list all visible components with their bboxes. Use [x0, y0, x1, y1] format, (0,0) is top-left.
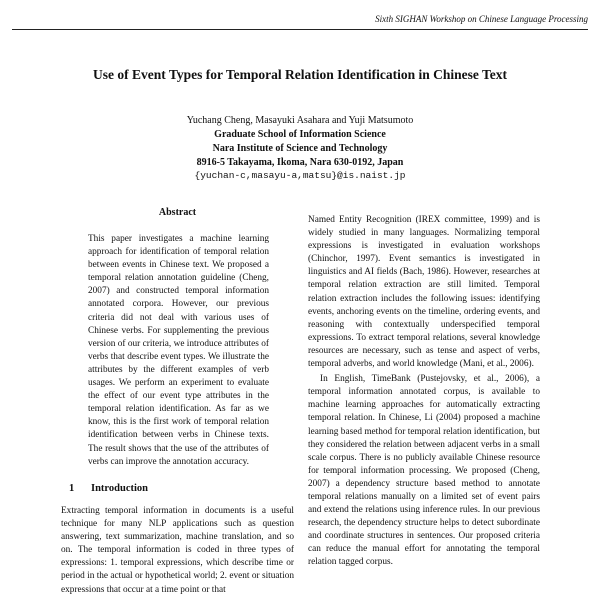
affiliation-line: Graduate School of Information Science [214, 129, 386, 140]
header-rule [12, 29, 588, 30]
paragraph: In English, TimeBank (Pustejovsky, et al., 2006), a temporal information annotated corpus, is available to machine learning approaches for automatically extracting temporal relation. In Chinese, Li (2004) proposed a machine learning based method for temporal relation identification, but they considered the relation between adjacent verbs in a small scale corpus. There is no publicly available Chinese resource for temporal information processing. We proposed (Cheng, 2007) a dependency structure based method to annotate temporal relations manually on a limited set of event pairs and extend the relations using inference rules. In our previous research, the dependency structure helps to detect subordinate and coordinate structures in sentences. Our proposed criteria can reduce the manual effort for annotating the temporal relation tagged corpus. [308, 374, 540, 568]
abstract-heading: Abstract [158, 207, 197, 218]
section-heading-introduction [69, 483, 148, 494]
author-email: {yuchan-c,masayu-a,matsu}@is.naist.jp [194, 170, 406, 181]
affiliation-line: 8916-5 Takayama, Ikoma, Nara 630-0192, Japan [196, 157, 404, 168]
paper-title: Use of Event Types for Temporal Relation Identification in Chinese Text [92, 67, 508, 82]
affiliation-line: Nara Institute of Science and Technology [212, 143, 388, 154]
right-column [308, 214, 540, 570]
introduction-text: Extracting temporal information in documents is a useful technique for many NLP applications such as question answering, text summarization, machine translation, and so on. The temporal information is coded in three types of expressions: 1. temporal expressions, which describe time or period in the actual or hypothetical world; 2. event or situation expressions that occur at a time point or that [61, 506, 294, 595]
section-number: 1 [69, 483, 75, 494]
running-header: Sixth SIGHAN Workshop on Chinese Language Processing [375, 14, 588, 24]
authors: Yuchang Cheng, Masayuki Asahara and Yuji Matsumoto [186, 115, 414, 126]
section-title: Introduction [91, 483, 148, 494]
abstract-text: This paper investigates a machine learning approach for identification of temporal relation between events in Chinese text. We proposed a temporal relation annotation guideline (Cheng, 2007) and constructed temporal information annotated corpora. However, our previous criteria did not deal with various uses of Chinese verbs. For supplementing the previous version of our criteria, we introduce attributes of verbs that describe event types. We illustrate the attributes by the different examples of verb usages. We perform an experiment to evaluate the effect of our event type attributes in the temporal relation identification. As far as we know, this is the first work of temporal relation identification between verbs in Chinese texts. The result shows that the use of the attributes of verbs can improve the annotation accuracy. [88, 234, 269, 467]
author-block [100, 114, 500, 170]
paragraph: Named Entity Recognition (IREX committee, 1999) and is widely studied in many languages. Normalizing temporal expressions is investigated in evaluation workshops (Chinchor, 1997). Event semantics is investigated in linguistics and AI fields (Bach, 1986). However, researches at temporal relation extraction are still limited. Temporal relation extraction includes the following issues: identifying events, anchoring events on the timeline, ordering events, and reasoning with contextually underspecified temporal expressions. To extract temporal relations, several knowledge resources are necessary, such as tense and aspect of verbs, temporal adverbs, and world knowledge (Mani, et al., 2006). [308, 215, 540, 370]
